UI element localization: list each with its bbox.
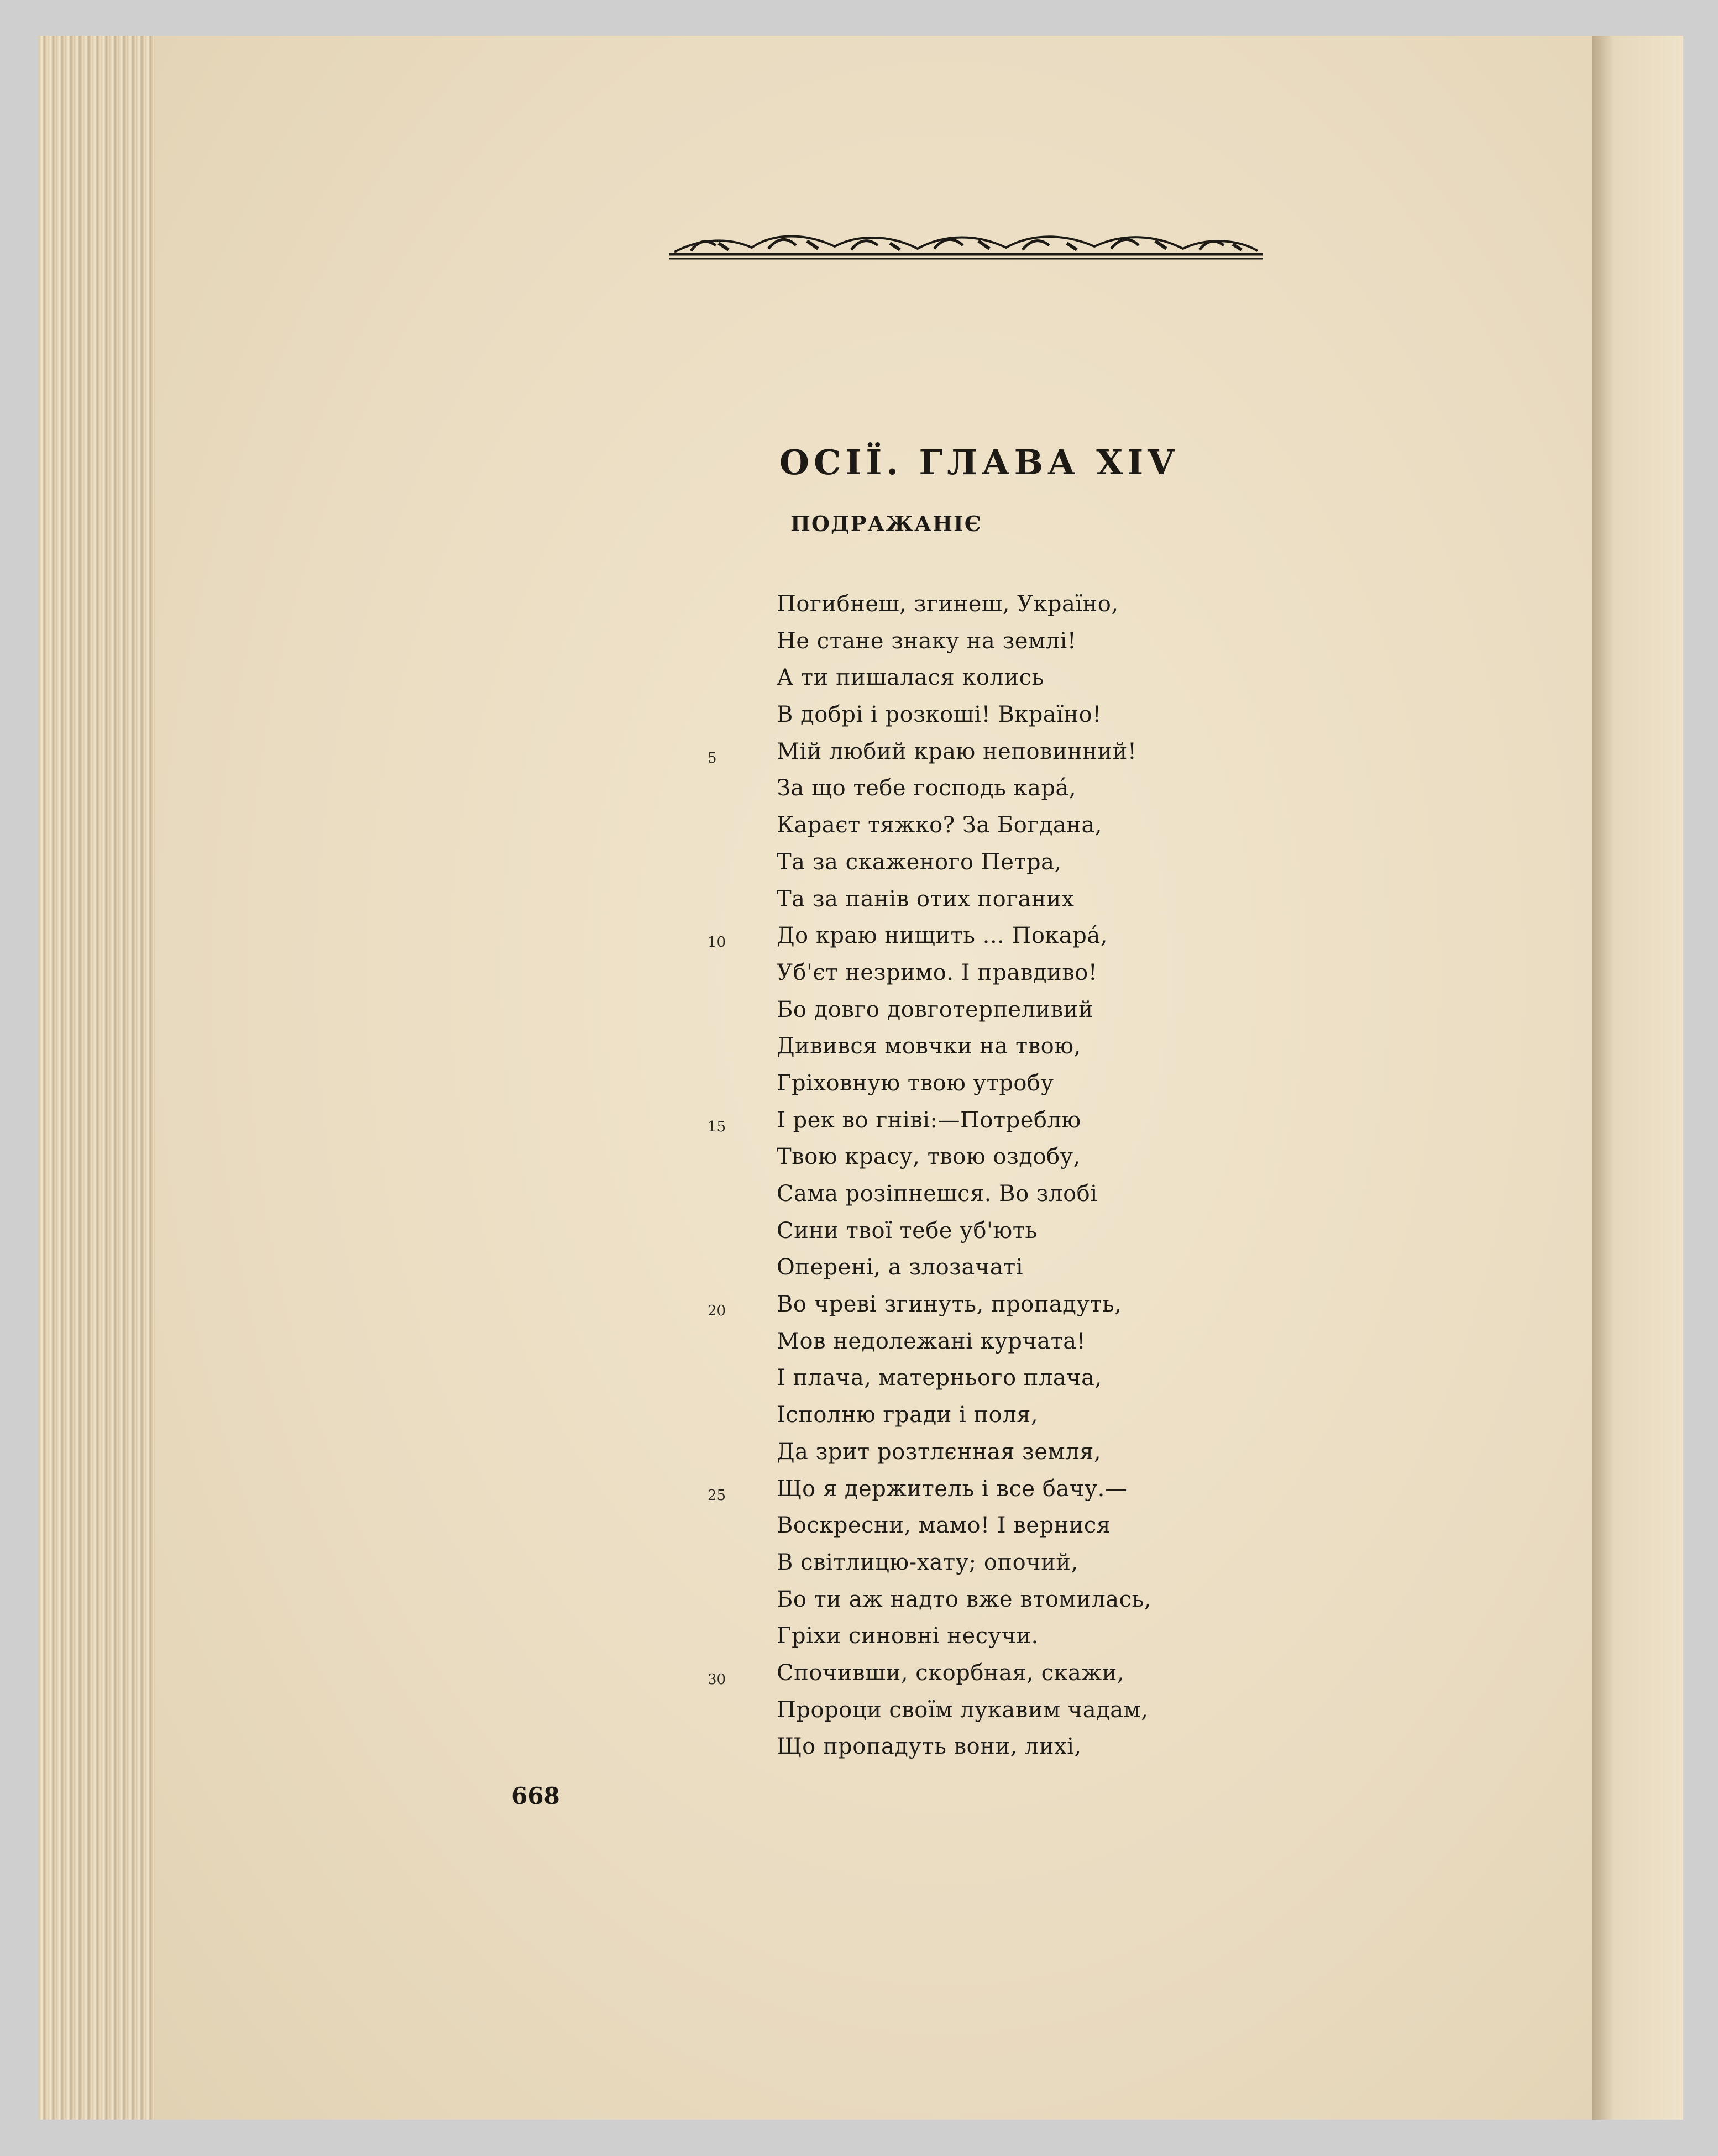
poem-line (708, 812, 1260, 849)
poem-line (708, 1144, 1260, 1181)
poem-line-text: Во чреві згинуть, пропадуть, (777, 1292, 1122, 1318)
poem-line-text: До краю нищить ... Покара́, (777, 923, 1108, 949)
poem-line-text: Гріхи синовні несучи. (777, 1623, 1039, 1649)
poem-line-text: Твою красу, твою оздобу, (777, 1144, 1081, 1170)
poem-line (708, 1181, 1260, 1218)
poem-line (708, 775, 1260, 812)
poem-line (708, 1034, 1260, 1071)
line-number: 15 (708, 1118, 726, 1135)
poem-line-text: Погибнеш, згинеш, Україно, (777, 591, 1119, 617)
line-number: 10 (708, 934, 726, 951)
poem-line-text: Та за панів отих поганих (777, 886, 1075, 912)
page-number: 668 (511, 1782, 560, 1809)
poem-line-text: В світлицю-хату; опочий, (777, 1549, 1078, 1575)
line-number: 20 (708, 1303, 726, 1320)
poem-line-text: Караєт тяжко? За Богдана, (777, 812, 1103, 838)
poem-line-text: Що я держитель і все бачу.— (777, 1476, 1128, 1502)
poem-line-text: Уб'єт незримо. І правдиво! (777, 959, 1098, 985)
poem-line (708, 1365, 1260, 1402)
poem-line-text: Бо довго довготерпеливий (777, 996, 1094, 1022)
poem-line (708, 739, 1260, 776)
poem-line-text: За що тебе господь кара́, (777, 775, 1077, 801)
poem-line (708, 1329, 1260, 1366)
poem-line-text: Бо ти аж надто вже втомилась, (777, 1586, 1151, 1612)
poem-line-text: Та за скаженого Петра, (777, 849, 1062, 875)
poem-line (708, 1697, 1260, 1734)
poem-line (708, 849, 1260, 886)
poem-line (708, 1402, 1260, 1439)
poem-line (708, 591, 1260, 628)
chapter-subtitle: ПОДРАЖАНІЄ (790, 511, 983, 536)
poem-line-text: Сама розіпнешся. Во злобі (777, 1181, 1098, 1206)
book-page-edges (39, 36, 166, 2120)
poem-line-text: Мов недолежані курчата! (777, 1328, 1086, 1354)
poem-line (708, 665, 1260, 702)
poem-line-text: Да зрит розтлєнная земля, (777, 1439, 1102, 1465)
poem-line-text: А ти пишалася колись (777, 665, 1044, 691)
poem-line-text: І рек во гніві:—Потреблю (777, 1107, 1081, 1133)
poem-line-text: Ісполню гради і поля, (777, 1402, 1039, 1428)
poem-line (708, 923, 1260, 960)
poem-line (708, 1550, 1260, 1587)
poem-line (708, 1292, 1260, 1329)
poem-line (708, 960, 1260, 997)
poem-line-text: Пророци своїм лукавим чадам, (777, 1697, 1149, 1723)
poem-line-text: Воскресни, мамо! І вернися (777, 1513, 1111, 1539)
line-number: 30 (708, 1671, 726, 1688)
poem-line (708, 1734, 1260, 1771)
poem-line-text: Гріховную твою утробу (777, 1070, 1054, 1096)
poem-line (708, 997, 1260, 1034)
poem-line-text: Спочивши, скорбная, скажи, (777, 1660, 1125, 1686)
line-number: 25 (708, 1487, 726, 1504)
floral-headpiece-icon (669, 227, 1263, 265)
poem-line-text: Дивився мовчки на твою, (777, 1034, 1081, 1059)
poem-line-text: В добрі і розкоші! Вкраїно! (777, 702, 1102, 728)
poem-line (708, 1071, 1260, 1108)
poem-line (708, 702, 1260, 739)
poem-line-text: Сини твої тебе уб'ють (777, 1218, 1038, 1244)
poem-line (708, 1660, 1260, 1697)
adjacent-page-edge (1592, 36, 1683, 2120)
line-number: 5 (708, 749, 717, 767)
poem-line (708, 628, 1260, 665)
poem-line (708, 1476, 1260, 1513)
poem-line (708, 1623, 1260, 1660)
poem-line (708, 1218, 1260, 1255)
poem-text (708, 591, 1260, 1771)
chapter-title: ОСІЇ. ГЛАВА XIV (779, 442, 1179, 482)
poem-line (708, 1255, 1260, 1292)
poem-line-text: Мій любий краю неповинний! (777, 738, 1137, 764)
poem-line-text: Оперені, а злозачаті (777, 1255, 1024, 1281)
poem-line-text: І плача, матернього плача, (777, 1365, 1102, 1391)
poem-line-text: Не стане знаку на землі! (777, 628, 1077, 654)
poem-line (708, 1587, 1260, 1624)
poem-line (708, 1108, 1260, 1145)
poem-line (708, 1513, 1260, 1550)
poem-line (708, 886, 1260, 924)
poem-line-text: Що пропадуть вони, лихі, (777, 1734, 1082, 1760)
poem-line (708, 1439, 1260, 1476)
